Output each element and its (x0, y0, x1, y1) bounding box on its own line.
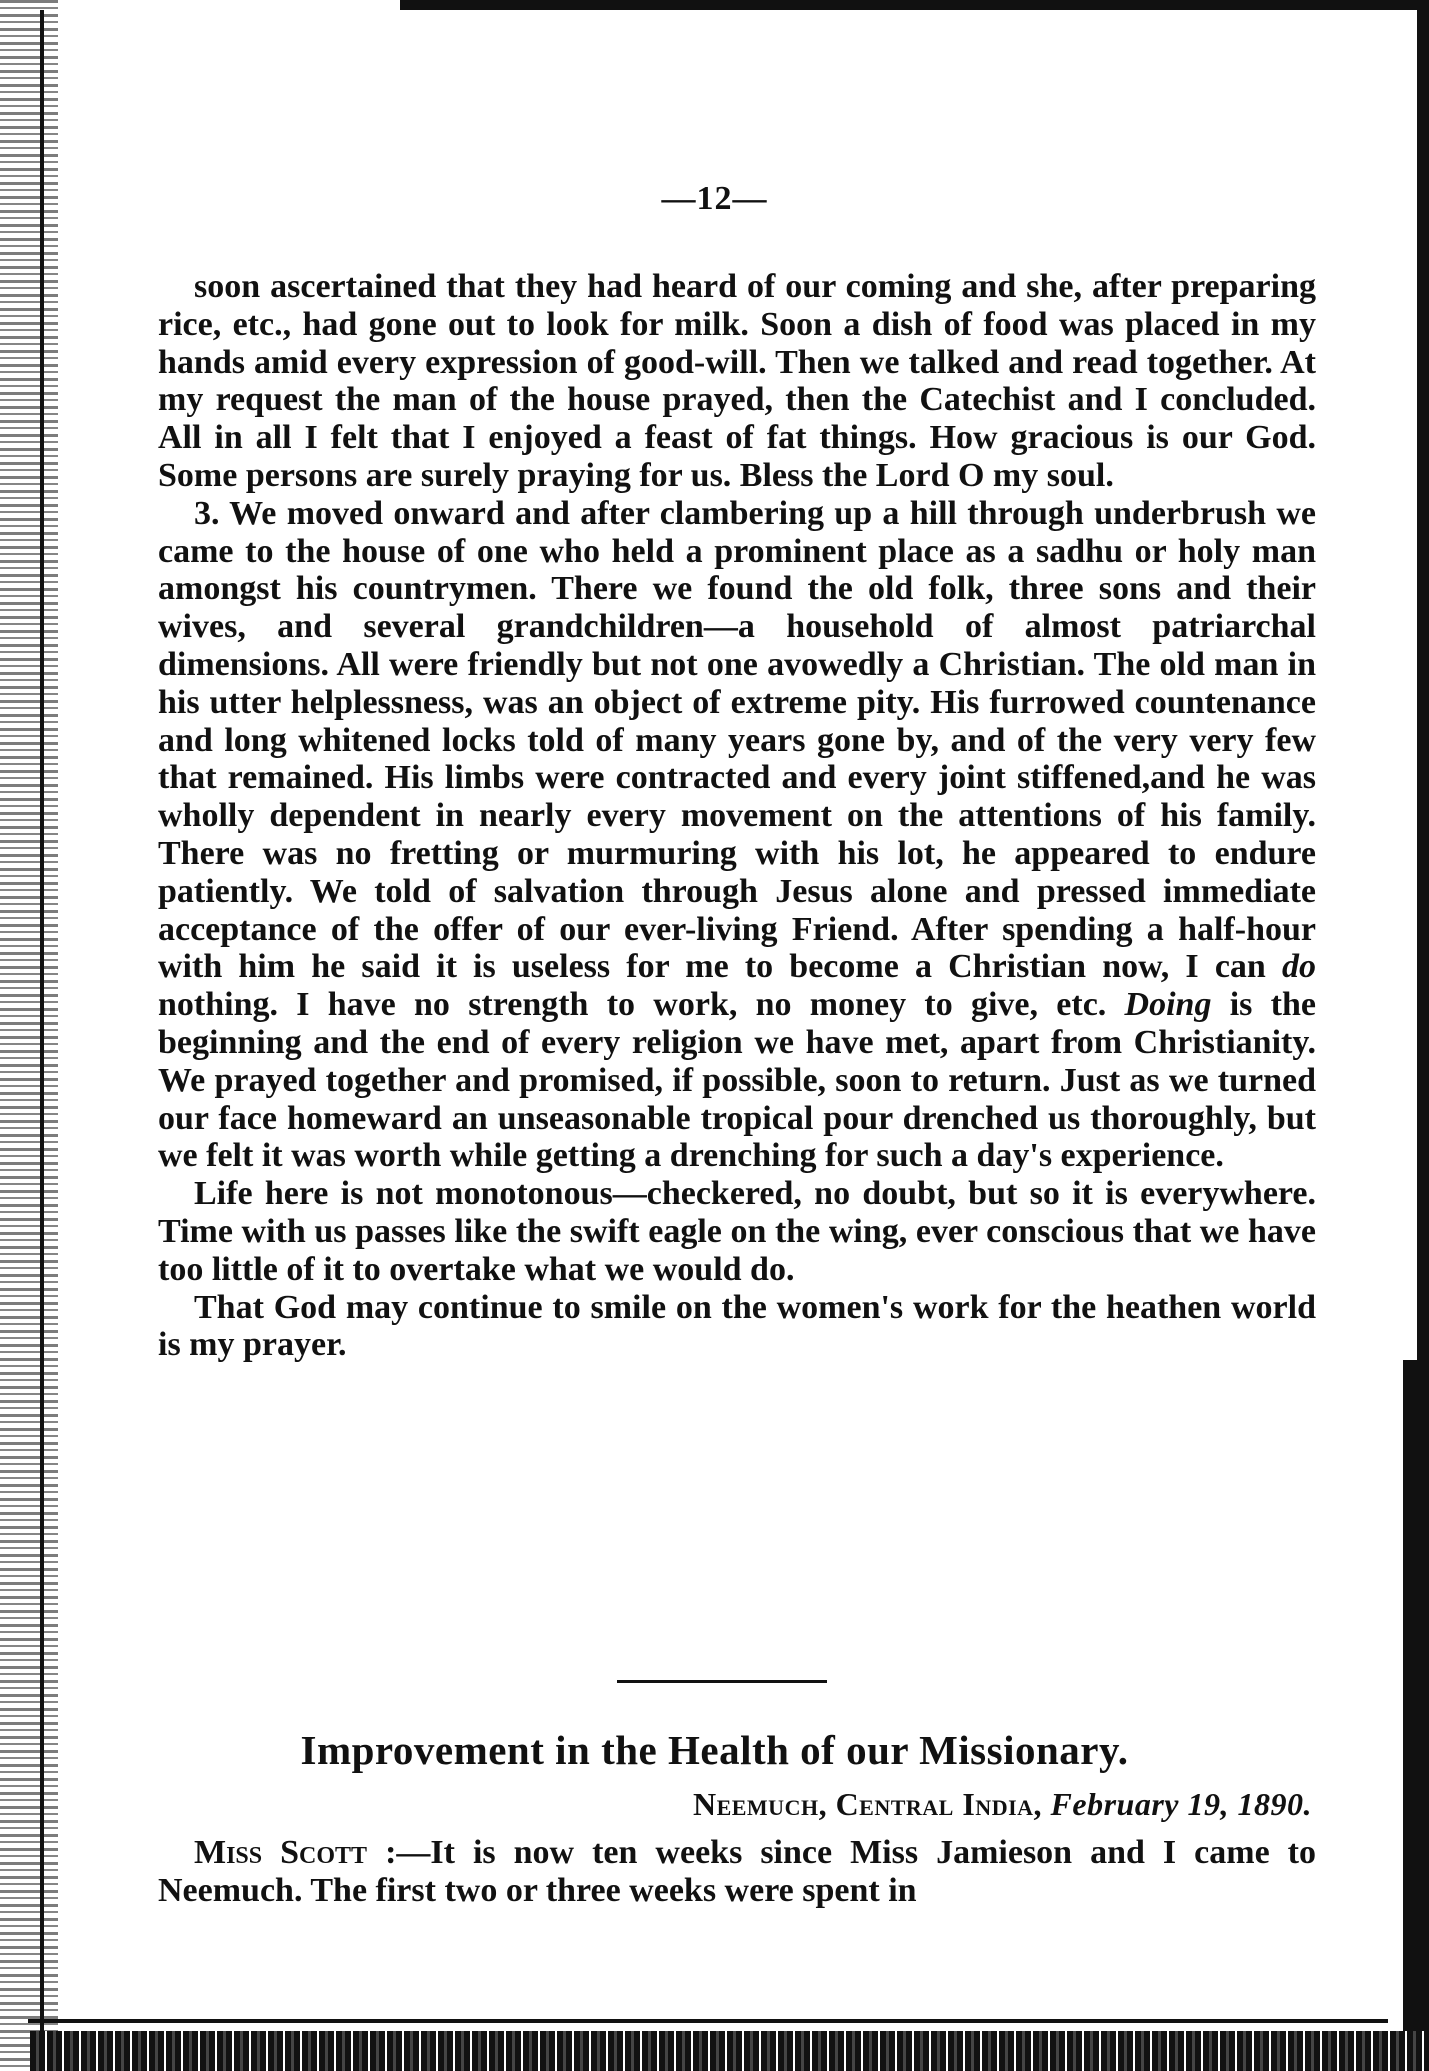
letter-opening-paragraph (158, 1834, 1316, 1910)
paragraph-2-middle: nothing. I have no strength to work, no money to give, etc. (158, 986, 1125, 1024)
scan-edge-top (400, 0, 1429, 10)
letter-dateline (693, 1786, 1312, 1823)
paragraph-2 (158, 495, 1316, 1175)
page-number: —12— (661, 180, 768, 217)
letter-body-continued (158, 268, 1316, 1364)
paragraph-3: Life here is not monotonous—checkered, no doubt, but so it is everywhere. Time with us passes like the swift eagle on the wing, ever conscious that we have too little of it to overtake what we would do. (158, 1175, 1316, 1288)
paragraph-2-start: 3. We moved onward and after clambering up a hill through underbrush we came to the house of one who held a prominent place as a sadhu or holy man amongst his countrymen. There we found the old folk, three sons and their wives, and several grandchildren—a household of almost patriarchal dimensions. All were friendly but not one avowedly a Christian. The old man in his utter helplessness, was an object of extreme pity. His furrowed countenance and long whitened locks told of many years gone by, and of the very very few that remained. His limbs were contracted and every joint stiffened,and he was wholly dependent in nearly every movement on the attentions of his family. There was no fretting or murmuring with his lot, he appeared to endure patiently. We told of salvation through Jesus alone and pressed immediate acceptance of the offer of our ever-living Friend. After spending a half-hour with him he said it is useless for me to become a Christian now, I can (158, 494, 1316, 986)
paragraph-2-end: is the beginning and the end of every religion we have met, apart from Christianity. We prayed together and promised, if possible, soon to return. Just as we turned our face homeward an unseasonable tropical pour drenched us thoroughly, but we felt it was worth while getting a drenching for such a day's experience. (158, 986, 1316, 1175)
scan-edge-right-lower (1403, 1360, 1417, 2071)
paragraph-4: That God may continue to smile on the women's work for the heathen world is my prayer. (158, 1288, 1316, 1364)
scan-edge-bottom-line (28, 2019, 1388, 2023)
paragraph-2-emphasis-do: do (1282, 948, 1316, 986)
letter-opening-text: :—It is now ten weeks since Miss Jamieson and I came to Neemuch. The first two or three weeks were spent in (158, 1834, 1316, 1909)
section-heading: Improvement in the Health of our Missionary. (300, 1727, 1129, 1773)
dateline-date: February 19, 1890. (1050, 1786, 1312, 1822)
section-divider-rule (617, 1680, 827, 1683)
paragraph-2-emphasis-doing: Doing (1124, 986, 1212, 1024)
salutation-name: Miss Scott (194, 1834, 368, 1871)
letter-body-new (158, 1834, 1316, 1910)
scan-edge-bottom (30, 2031, 1429, 2071)
dateline-place: Neemuch, Central India, (692, 1786, 1051, 1822)
paragraph-1: soon ascertained that they had heard of our coming and she, after preparing rice, etc., had gone out to look for milk. Soon a dish of food was placed in my hands amid every expression of good-will. Then we talked and read together. At my request the man of the house prayed, then the Catechist and I concluded. All in all I felt that I enjoyed a feast of fat things. How gracious is our God. Some persons are surely praying for us. Bless the Lord O my soul. (158, 268, 1316, 494)
